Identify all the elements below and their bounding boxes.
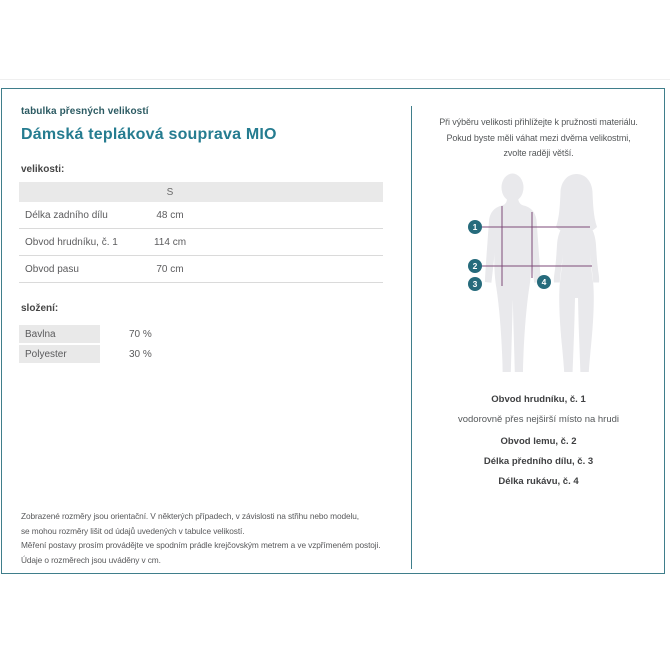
disclaimer-line: se mohou rozměry lišit od údajů uvedených v tabulce velikostí. [21,525,245,536]
diagram-legend [412,392,665,494]
composition-row [19,325,411,343]
badge-3-number: 3 [472,279,478,289]
size-table-header-row [19,182,383,202]
composition-table [19,325,411,363]
material-percentage: 70 % [129,328,152,340]
table-row [19,256,383,283]
table-row [19,229,383,256]
measurement-value: 48 cm [156,209,184,221]
advice-line: zvolte raději větší. [503,148,574,158]
disclaimer-line: Zobrazené rozměry jsou orientační. V některých případech, v závislosti na střihu nebo modelu, [21,511,359,521]
measurement-label: Obvod hrudníku, č. 1 [25,236,118,248]
material-label: Polyester [19,345,100,363]
page-divider-line [0,79,670,80]
advice-line: Při výběru velikosti přihlížejte k pružnosti materiálu. [439,117,638,127]
legend-hem-label: Obvod lemu, č. 2 [500,436,577,447]
measurements-column [2,89,411,573]
measurement-label: Délka zadního dílu [25,209,108,221]
page-title: Dámská tepláková souprava MIO [21,126,277,143]
table-eyebrow: tabulka přesných velikostí [21,106,149,117]
legend-chest-description: vodorovně přes nejširší místo na hrudi [457,414,620,425]
table-row [19,202,383,229]
disclaimer-line: Měření postavy prosím provádějte ve spodním prádle krejčovským metrem a ve vzpřímeném postoji. [21,540,381,550]
measurement-disclaimer [21,509,403,567]
female-silhouette-figure [554,174,599,372]
legend-chest-label: Obvod hrudníku, č. 1 [491,394,586,405]
body-measurement-diagram [412,168,665,380]
material-label: Bavlna [19,325,100,343]
measurement-value: 114 cm [153,236,187,248]
legend-sleeve-label: Délka rukávu, č. 4 [498,476,579,487]
material-percentage: 30 % [129,348,152,360]
size-chart-panel [1,88,665,574]
measurement-value: 70 cm [156,263,184,275]
advice-line: Pokud byste měli váhat mezi dvěma velikostmi, [446,132,631,143]
size-table [19,182,383,283]
measurement-label: Obvod pasu [25,263,79,275]
composition-row [19,345,411,363]
badge-4-number: 4 [541,277,547,287]
badge-2-number: 2 [472,261,478,271]
size-column-header: S [166,186,174,198]
diagram-column [412,89,665,573]
disclaimer-line: Údaje o rozměrech jsou uváděny v cm. [21,554,161,565]
size-advice-text [412,115,665,162]
composition-section-label: složení: [21,303,59,314]
legend-front-length-label: Délka předního dílu, č. 3 [483,456,594,467]
badge-1-number: 1 [472,222,478,232]
sizes-section-label: velikosti: [21,164,65,175]
